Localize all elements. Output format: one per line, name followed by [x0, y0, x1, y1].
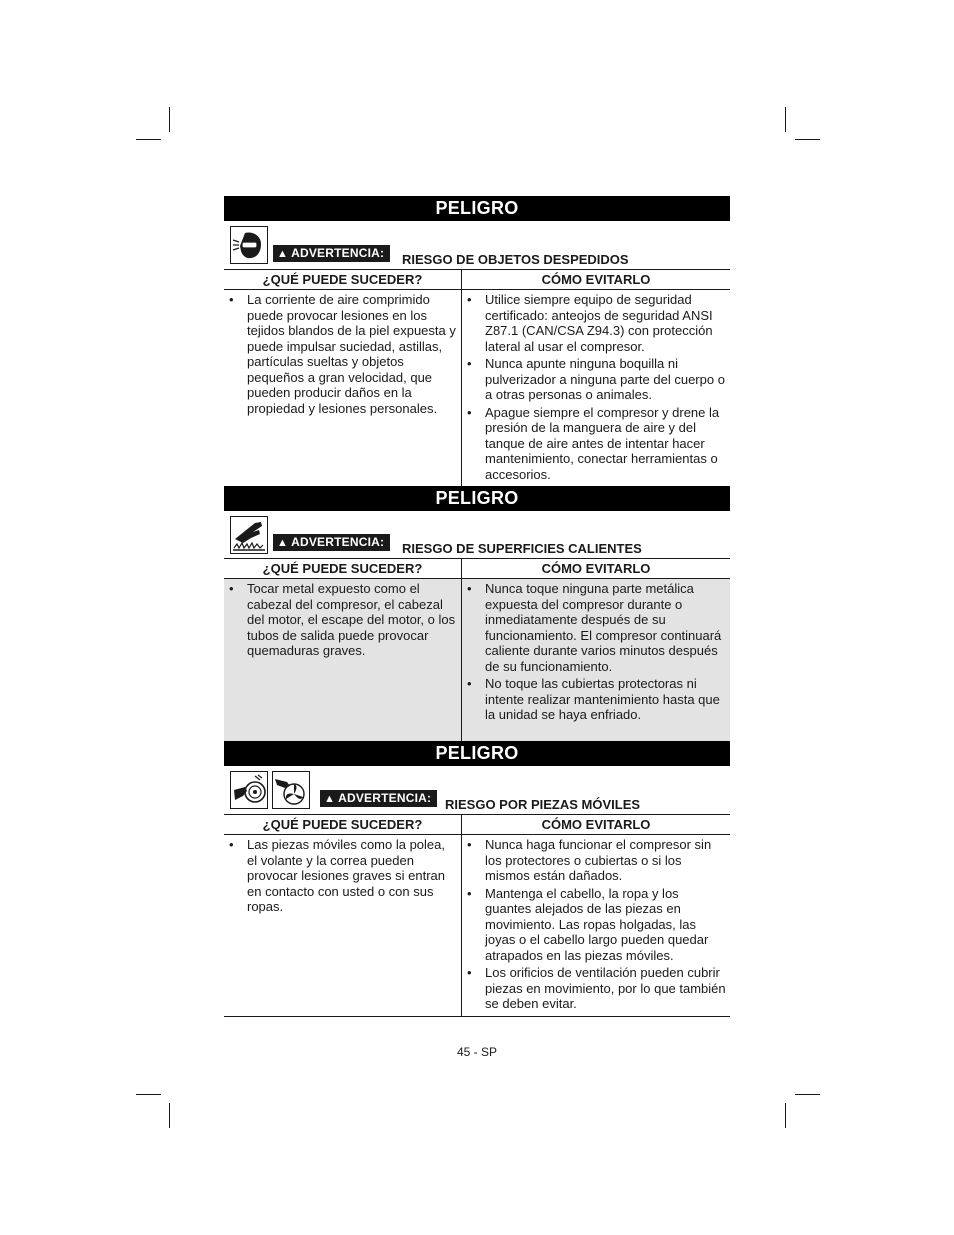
- warning-badge: ▲ ADVERTENCIA:: [273, 245, 390, 262]
- warning-badge: ▲ ADVERTENCIA:: [273, 534, 390, 551]
- hazard-title: RIESGO POR PIEZAS MÓVILES: [445, 797, 641, 812]
- list-item: • Nunca toque ninguna parte metálica expuesta del compresor durante o inmediatamente después de su funcionamiento. El compresor continuará caliente durante varios minutos después de su funcionamiento.: [462, 581, 730, 674]
- fan-blade-icon: [272, 771, 310, 809]
- hot-surface-icon: [230, 516, 268, 554]
- hazard-header: [224, 766, 730, 814]
- column-header-what-can-happen: ¿QUÉ PUEDE SUCEDER?: [224, 270, 462, 290]
- how-to-avoid-cell: [462, 290, 731, 487]
- how-to-avoid-cell: [462, 835, 731, 1017]
- crop-mark: [136, 1094, 161, 1095]
- danger-band: PELIGRO: [224, 486, 730, 511]
- warning-badge: ▲ ADVERTENCIA:: [320, 790, 437, 807]
- list-item: • Tocar metal expuesto como el cabezal del compresor, el cabezal del motor, el escape del motor, o los tubos de salida puede provocar quemaduras graves.: [224, 581, 461, 659]
- warning-triangle-icon: ▲: [324, 793, 336, 805]
- hazard-title: RIESGO DE SUPERFICIES CALIENTES: [402, 541, 642, 556]
- list-item: • Utilice siempre equipo de seguridad certificado: anteojos de seguridad ANSI Z87.1 (CAN/CSA Z94.3) con protección lateral al usar el compresor.: [462, 292, 730, 354]
- hazard-title: RIESGO DE OBJETOS DESPEDIDOS: [402, 252, 629, 267]
- crop-mark: [795, 139, 820, 140]
- crop-mark: [136, 139, 161, 140]
- column-header-how-to-avoid: CÓMO EVITARLO: [462, 559, 731, 579]
- risk-table: [224, 814, 730, 1017]
- list-item: • Mantenga el cabello, la ropa y los guantes alejados de las piezas en movimiento. Las ropas holgadas, las joyas o el cabello largo pueden quedar atrapados en las piezas móviles.: [462, 886, 730, 964]
- how-to-avoid-cell: [462, 579, 731, 742]
- warning-triangle-icon: ▲: [277, 537, 289, 549]
- list-item: • Apague siempre el compresor y drene la presión de la manguera de aire y del tanque de aire antes de intentar hacer mantenimiento, conectar herramientas o accesorios.: [462, 405, 730, 483]
- list-item: • No toque las cubiertas protectoras ni intente realizar mantenimiento hasta que la unidad se haya enfriado.: [462, 676, 730, 723]
- crop-mark: [785, 1103, 786, 1128]
- list-item: • Los orificios de ventilación pueden cubrir piezas en movimiento, por lo que también se deben evitar.: [462, 965, 730, 1012]
- danger-band: PELIGRO: [224, 741, 730, 766]
- risk-table: [224, 269, 730, 486]
- list-item: • Las piezas móviles como la polea, el volante y la correa pueden provocar lesiones graves si entran en contacto con usted o con sus ropas.: [224, 837, 461, 915]
- column-header-how-to-avoid: CÓMO EVITARLO: [462, 270, 731, 290]
- safety-content: [224, 196, 730, 1017]
- pulley-entanglement-icon: [230, 771, 268, 809]
- warning-triangle-icon: ▲: [277, 248, 289, 260]
- hazard-header: [224, 511, 730, 558]
- crop-mark: [169, 107, 170, 132]
- page-number: 45 - SP: [456, 1045, 498, 1059]
- column-header-what-can-happen: ¿QUÉ PUEDE SUCEDER?: [224, 815, 462, 835]
- list-item: • Nunca haga funcionar el compresor sin los protectores o cubiertas o si los mismos están dañados.: [462, 837, 730, 884]
- crop-mark: [785, 107, 786, 132]
- list-item: • Nunca apunte ninguna boquilla ni pulverizador a ninguna parte del cuerpo o a otras personas o animales.: [462, 356, 730, 403]
- hazard-header: [224, 221, 730, 269]
- eye-protection-icon: [230, 226, 268, 264]
- what-can-happen-cell: [224, 579, 462, 742]
- column-header-what-can-happen: ¿QUÉ PUEDE SUCEDER?: [224, 559, 462, 579]
- what-can-happen-cell: [224, 290, 462, 487]
- crop-mark: [169, 1103, 170, 1128]
- list-item: • La corriente de aire comprimido puede provocar lesiones en los tejidos blandos de la piel expuesta y puede impulsar suciedad, astillas, partículas sueltas y objetos pequeños a gran velocidad, que pueden producir daños en la propiedad y lesiones personales.: [224, 292, 461, 416]
- crop-mark: [795, 1094, 820, 1095]
- risk-table: [224, 558, 730, 741]
- what-can-happen-cell: [224, 835, 462, 1017]
- column-header-how-to-avoid: CÓMO EVITARLO: [462, 815, 731, 835]
- danger-band: PELIGRO: [224, 196, 730, 221]
